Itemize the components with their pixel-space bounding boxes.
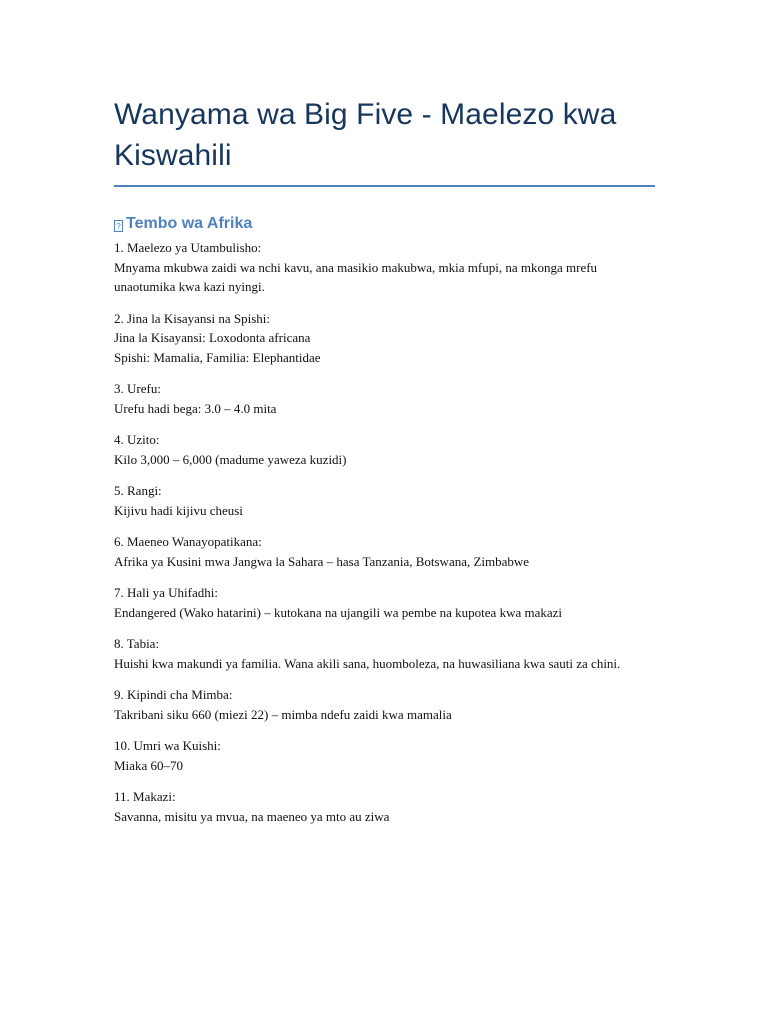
title-divider: [114, 185, 655, 187]
fact-item-10: [114, 736, 655, 775]
fact-text: Kilo 3,000 – 6,000 (madume yaweza kuzidi): [114, 451, 347, 467]
fact-item-7: [114, 583, 655, 622]
fact-label: 1. Maelezo ya Utambulisho:: [114, 240, 262, 255]
fact-label: 2. Jina la Kisayansi na Spishi:: [114, 310, 270, 326]
fact-item-8: [114, 634, 655, 673]
fact-text: Urefu hadi bega: 3.0 – 4.0 mita: [114, 400, 277, 416]
fact-item-1: [114, 238, 655, 297]
fact-label: 10. Umri wa Kuishi:: [114, 738, 221, 753]
fact-item-5: [114, 481, 655, 520]
fact-item-11: [114, 787, 655, 826]
fact-text: Spishi: Mamalia, Familia: Elephantidae: [114, 349, 321, 365]
fact-list: [114, 238, 655, 838]
section-heading: [114, 214, 252, 234]
fact-label: 11. Makazi:: [114, 789, 176, 804]
fact-item-4: [114, 430, 655, 469]
fact-label: 5. Rangi:: [114, 483, 162, 498]
fact-text: Miaka 60–70: [114, 757, 183, 773]
fact-label: 3. Urefu:: [114, 381, 161, 396]
fact-text: Afrika ya Kusini mwa Jangwa la Sahara – hasa Tanzania, Botswana, Zimbabwe: [114, 553, 530, 569]
document-page: [114, 94, 655, 824]
fact-text: Jina la Kisayansi: Loxodonta africana: [114, 330, 311, 345]
fact-label: 9. Kipindi cha Mimba:: [114, 687, 233, 702]
section-heading-text: Tembo wa Afrika: [126, 215, 253, 232]
document-title: Wanyama wa Big Five - Maelezo kwa Kiswahili: [114, 98, 617, 172]
fact-label: 6. Maeneo Wanayopatikana:: [114, 534, 262, 549]
fact-label: 7. Hali ya Uhifadhi:: [114, 585, 218, 600]
fact-text: Savanna, misitu ya mvua, na maeneo ya mto au ziwa: [114, 808, 390, 824]
fact-text: Takribani siku 660 (miezi 22) – mimba ndefu zaidi kwa mamalia: [114, 706, 452, 722]
fact-text: Huishi kwa makundi ya familia. Wana akili sana, huomboleza, na huwasiliana kwa sauti za chini.: [114, 655, 621, 671]
fact-item-9: [114, 685, 655, 724]
elephant-emoji-icon: ?: [114, 220, 123, 232]
fact-text: Mnyama mkubwa zaidi wa nchi kavu, ana masikio makubwa, mkia mfupi, na mkonga mrefu unaotumika kwa kazi nyingi.: [114, 259, 598, 294]
fact-label: 4. Uzito:: [114, 432, 160, 447]
fact-text: Kijivu hadi kijivu cheusi: [114, 502, 243, 518]
fact-item-6: [114, 532, 655, 571]
fact-text: Endangered (Wako hatarini) – kutokana na ujangili wa pembe na kupotea kwa makazi: [114, 604, 563, 620]
fact-label: 8. Tabia:: [114, 636, 160, 651]
fact-item-2: [114, 309, 655, 368]
fact-item-3: [114, 379, 655, 418]
